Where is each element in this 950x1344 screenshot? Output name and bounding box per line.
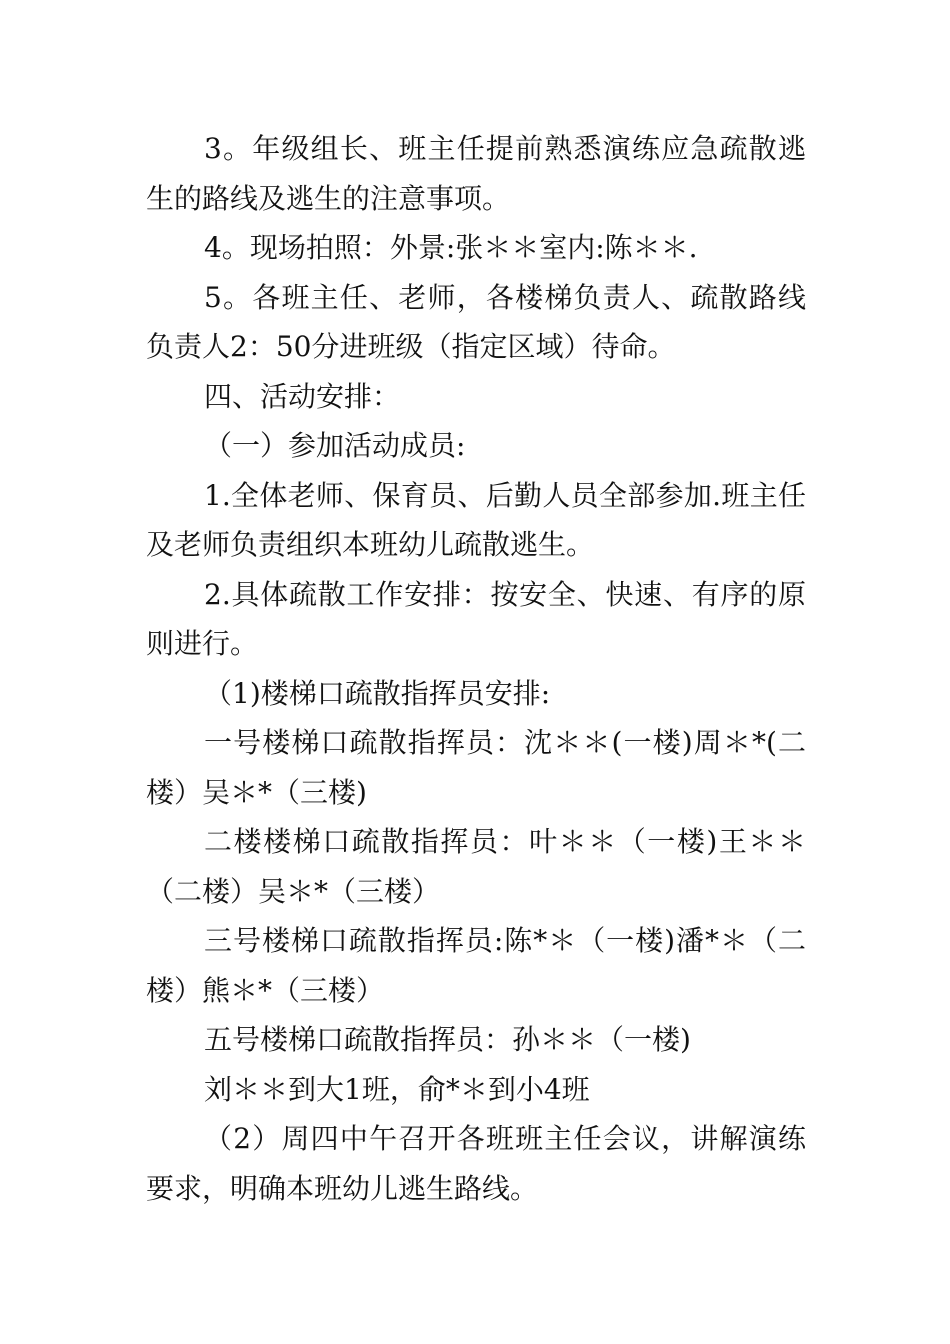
paragraph-item-3: 3。年级组长、班主任提前熟悉演练应急疏散逃生的路线及逃生的注意事项。: [146, 132, 806, 215]
subsection-heading-participants: （一）参加活动成员:: [204, 429, 466, 462]
document-body: [146, 124, 806, 1213]
paragraph-class-assignment: 刘＊＊到大1班，俞*＊到小4班: [204, 1072, 590, 1106]
paragraph-item-5-standby: 5。各班主任、老师，各楼梯负责人、疏散路线负责人2：50分进班级（指定区域）待命。: [146, 280, 806, 363]
paragraph-stair-5-commanders: 五号楼梯口疏散指挥员：孙＊＊（一楼): [204, 1023, 691, 1056]
paragraph-participants-1: 1.全体老师、保育员、后勤人员全部参加.班主任及老师负责组织本班幼儿疏散逃生。: [146, 478, 806, 561]
paragraph-stair-commanders-heading: （1)楼梯口疏散指挥员安排:: [204, 676, 551, 710]
paragraph-item-4-photography: 4。现场拍照：外景:张＊＊室内:陈＊＊.: [204, 231, 698, 264]
paragraph-stair-1-commanders: 一号楼梯口疏散指挥员：沈＊＊(一楼)周＊*(二楼）吴＊*（三楼): [146, 726, 806, 809]
paragraph-stair-3-commanders: 三号楼梯口疏散指挥员:陈*＊（一楼)潘*＊（二楼）熊＊*（三楼）: [146, 924, 806, 1007]
section-heading-activity-arrangement: 四、活动安排：: [204, 379, 401, 413]
paragraph-stair-2-commanders: 二楼楼梯口疏散指挥员：叶＊＊（一楼)王＊＊（二楼）吴＊*（三楼）: [146, 825, 806, 908]
paragraph-meeting-2: （2）周四中午召开各班班主任会议，讲解演练要求，明确本班幼儿逃生路线。: [146, 1122, 806, 1205]
paragraph-evacuation-arrangement-2: 2.具体疏散工作安排：按安全、快速、有序的原则进行。: [146, 577, 806, 660]
